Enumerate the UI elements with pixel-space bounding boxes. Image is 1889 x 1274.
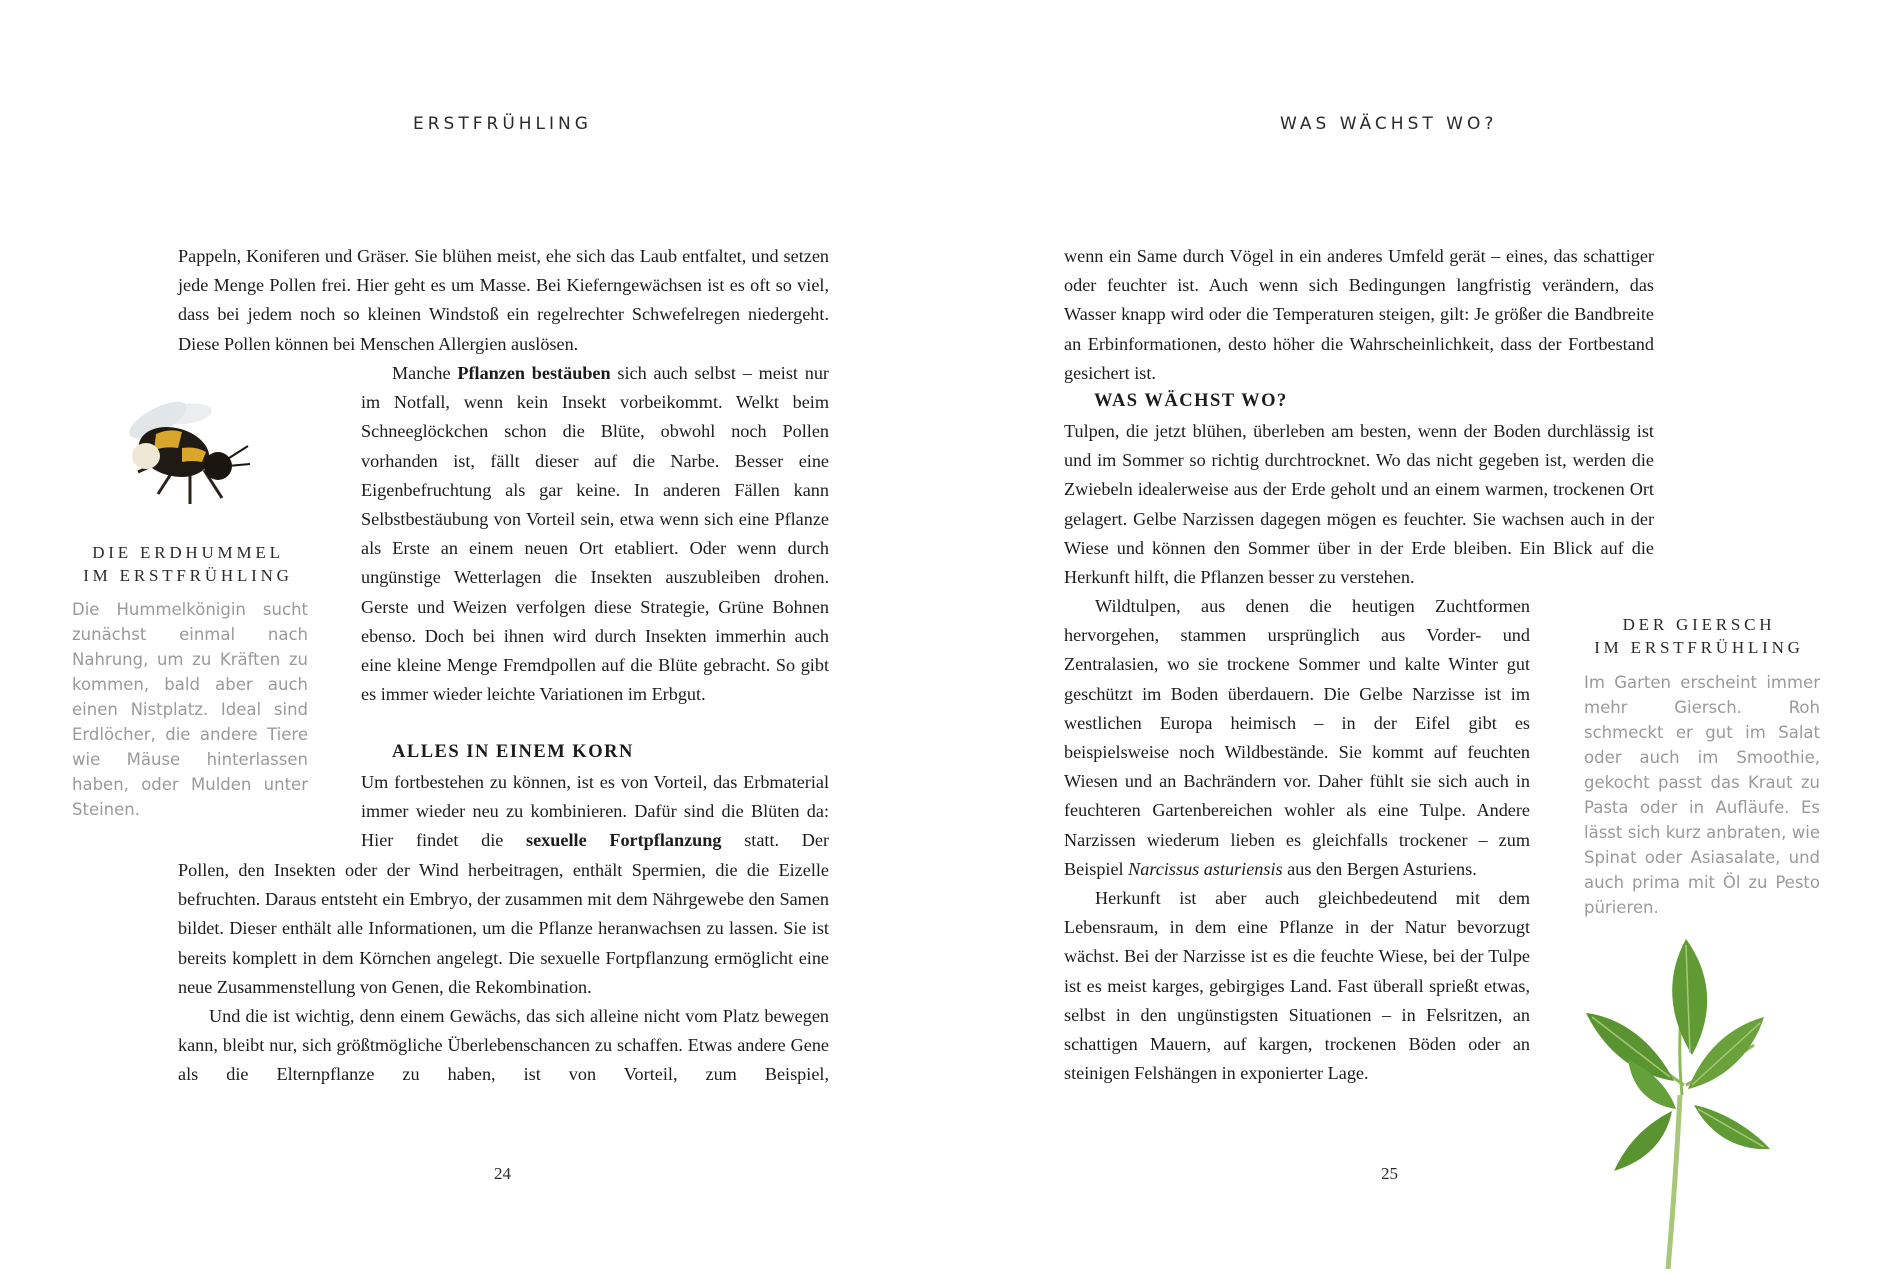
sidebar-text-giersch: Im Garten erscheint immer mehr Giersch. Roh schmeckt er gut im Salat oder auch im Smoothie, gekocht passt das Kraut zu Pasta oder in Aufläufe. Es lässt sich kurz anbraten, wie Spinat oder Asiasalate, und auch prima mit Öl zu Pesto pürieren. (1584, 673, 1820, 917)
right-paragraph-3 (1064, 592, 1530, 1088)
sidebar-text-erdhummel: Die Hummelkönigin sucht zunächst einmal nach Nahrung, um zu Kräften zu kommen, bald aber auch einen Nistplatz. Ideal sind Erdlöcher, die andere Tiere wie Mäuse hinterlassen haben, oder Mulden unter Steinen. (72, 600, 308, 819)
ground-elder-illustration (1584, 935, 1789, 1269)
sidebar-title-giersch: DER GIERSCH IM ERSTFRÜHLING (1594, 615, 1804, 657)
paragraph: wenn ein Same durch Vögel in ein anderes Umfeld gerät – eines, das schattiger oder feuchter ist. Auch wenn sich Bedingungen langfristig verändern, das Wasser knapp wird oder die Temperaturen steigen, gilt: Je größer die Bandbreite an Erbinformationen, desto höher die Wahrscheinlichkeit, dass der Fortbestand gesichert ist. (1064, 246, 1654, 383)
left-paragraph-3-wide (178, 856, 829, 1090)
paragraph: Um fortbestehen zu können, ist es von Vorteil, das Erbmaterial immer wieder neu zu kombinieren. Dafür sind die Blüten da: Hier findet die sexuelle Fortpflanzung statt. Der (361, 772, 829, 851)
running-head-left: ERSTFRÜHLING (413, 114, 592, 134)
subheading-was-waechst-wo: WAS WÄCHST WO? (1094, 391, 1288, 411)
left-paragraph-2 (361, 359, 829, 709)
page-number-right: 25 (1381, 1164, 1398, 1183)
sidebar-title-erdhummel: DIE ERDHUMMEL IM ERSTFRÜHLING (83, 543, 293, 585)
left-top-paragraph (178, 242, 829, 359)
subheading-alles-in-einem-korn: ALLES IN EINEM KORN (392, 742, 634, 762)
left-page (0, 0, 944, 1269)
page-number-left: 24 (494, 1164, 511, 1183)
paragraph: Manche Pflanzen bestäuben sich auch selbst – meist nur im Notfall, wenn kein Insekt vorbeikommt. Welkt beim Schneeglöckchen schon die Blüte, obwohl noch Pollen vorhanden ist, fällt dieser auf die Narbe. Besser eine Eigenbefruchtung als gar keine. In anderen Fällen kann Selbstbestäubung von Vorteil sein, etwa wenn sich eine Pflanze als Erste an einem neuen Ort etabliert. Oder wenn durch ungünstige Wetterlagen die Insekten auszubleiben drohen. Gerste und Weizen verfolgen diese Strategie, Grüne Bohnen ebenso. Doch bei ihnen wird durch Insekten immerhin auch eine kleine Menge Fremdpollen auf die Blüte gebracht. So gibt es immer wieder leichte Variationen im Erbgut. (361, 363, 829, 705)
right-paragraph-2 (1064, 417, 1654, 592)
right-page (944, 0, 1889, 1269)
paragraph: Und die ist wichtig, denn einem Gewächs, das sich alleine nicht vom Platz bewegen kann, bleibt nur, sich größtmögliche Überlebenschancen zu schaffen. Etwas andere Gene als die Elternpflanze zu haben, ist von Vorteil, zum Beispiel, (178, 1006, 829, 1085)
leaf-icon (1584, 935, 1789, 1269)
left-paragraph-3-narrow (361, 768, 829, 856)
right-top-paragraph (1064, 242, 1654, 388)
paragraph: Tulpen, die jetzt blühen, überleben am besten, wenn der Boden durchlässig ist und im Sommer so richtig durchtrocknet. Wo das nicht gegeben ist, werden die Zwiebeln idealerweise aus der Erde geholt und an einem warmen, trockenen Ort gelagert. Gelbe Narzissen dagegen mögen es feuchter. Sie wachsen auch in der Wiese und können den Sommer über in der Erde bleiben. Ein Blick auf die Herkunft hilft, die Pflanzen besser zu verstehen. (1064, 421, 1654, 588)
paragraph: Herkunft ist aber auch gleichbedeutend mit dem Lebensraum, in dem eine Pflanze in der Natur bevorzugt wächst. Bei der Narzisse ist es die feuchte Wiese, bei der Tulpe ist es meist karges, gebirgiges Land. Fast überall sprießt etwas, selbst in den ungünstigsten Situationen – in Felsritzen, an schattigen Mauern, auf kargen, trockenen Böden oder an steinigen Felshängen in exponierter Lage. (1064, 888, 1530, 1084)
paragraph: Pollen, den Insekten oder der Wind herbeitragen, enthält Spermien, die die Eizelle befruchten. Daraus entsteht ein Embryo, der zusammen mit dem Nährgewebe den Samen bildet. Dieser enthält alle Informationen, um die Pflanze heranwachsen zu lassen. Sie ist bereits komplett in dem Körnchen angelegt. Die sexuelle Fortpflanzung ermöglicht eine neue Zusammenstellung von Genen, die Rekombination. (178, 860, 829, 997)
paragraph: Pappeln, Koniferen und Gräser. Sie blühen meist, ehe sich das Laub entfaltet, und setzen jede Menge Pollen frei. Hier geht es um Masse. Bei Kieferngewächsen ist es oft so viel, dass bei jedem noch so kleinen Windstoß ein regelrechter Schwefelregen niedergeht. Diese Pollen können bei Menschen Allergien auslösen. (178, 246, 829, 354)
bumblebee-icon (98, 388, 268, 518)
paragraph: Wildtulpen, aus denen die heutigen Zuchtformen hervorgehen, stammen ursprünglich aus Vorder- und Zentralasien, wo sie trockene Sommer und kalte Winter gut geschützt im Boden überdauern. Die Gelbe Narzisse ist im westlichen Europa heimisch – in der Eifel gibt es beispielsweise noch Wildbestände. Sie kommt auf feuchten Wiesen und an Bachrändern vor. Daher fühlt sie sich auch in feuchteren Gartenbereichen wohler als eine Tulpe. Andere Narzissen wiederum lieben es gleichfalls trockener – zum Beispiel Narcissus asturiensis aus den Bergen Asturiens. (1064, 596, 1530, 879)
bumblebee-illustration (98, 388, 268, 518)
running-head-right: WAS WÄCHST WO? (1280, 114, 1498, 134)
